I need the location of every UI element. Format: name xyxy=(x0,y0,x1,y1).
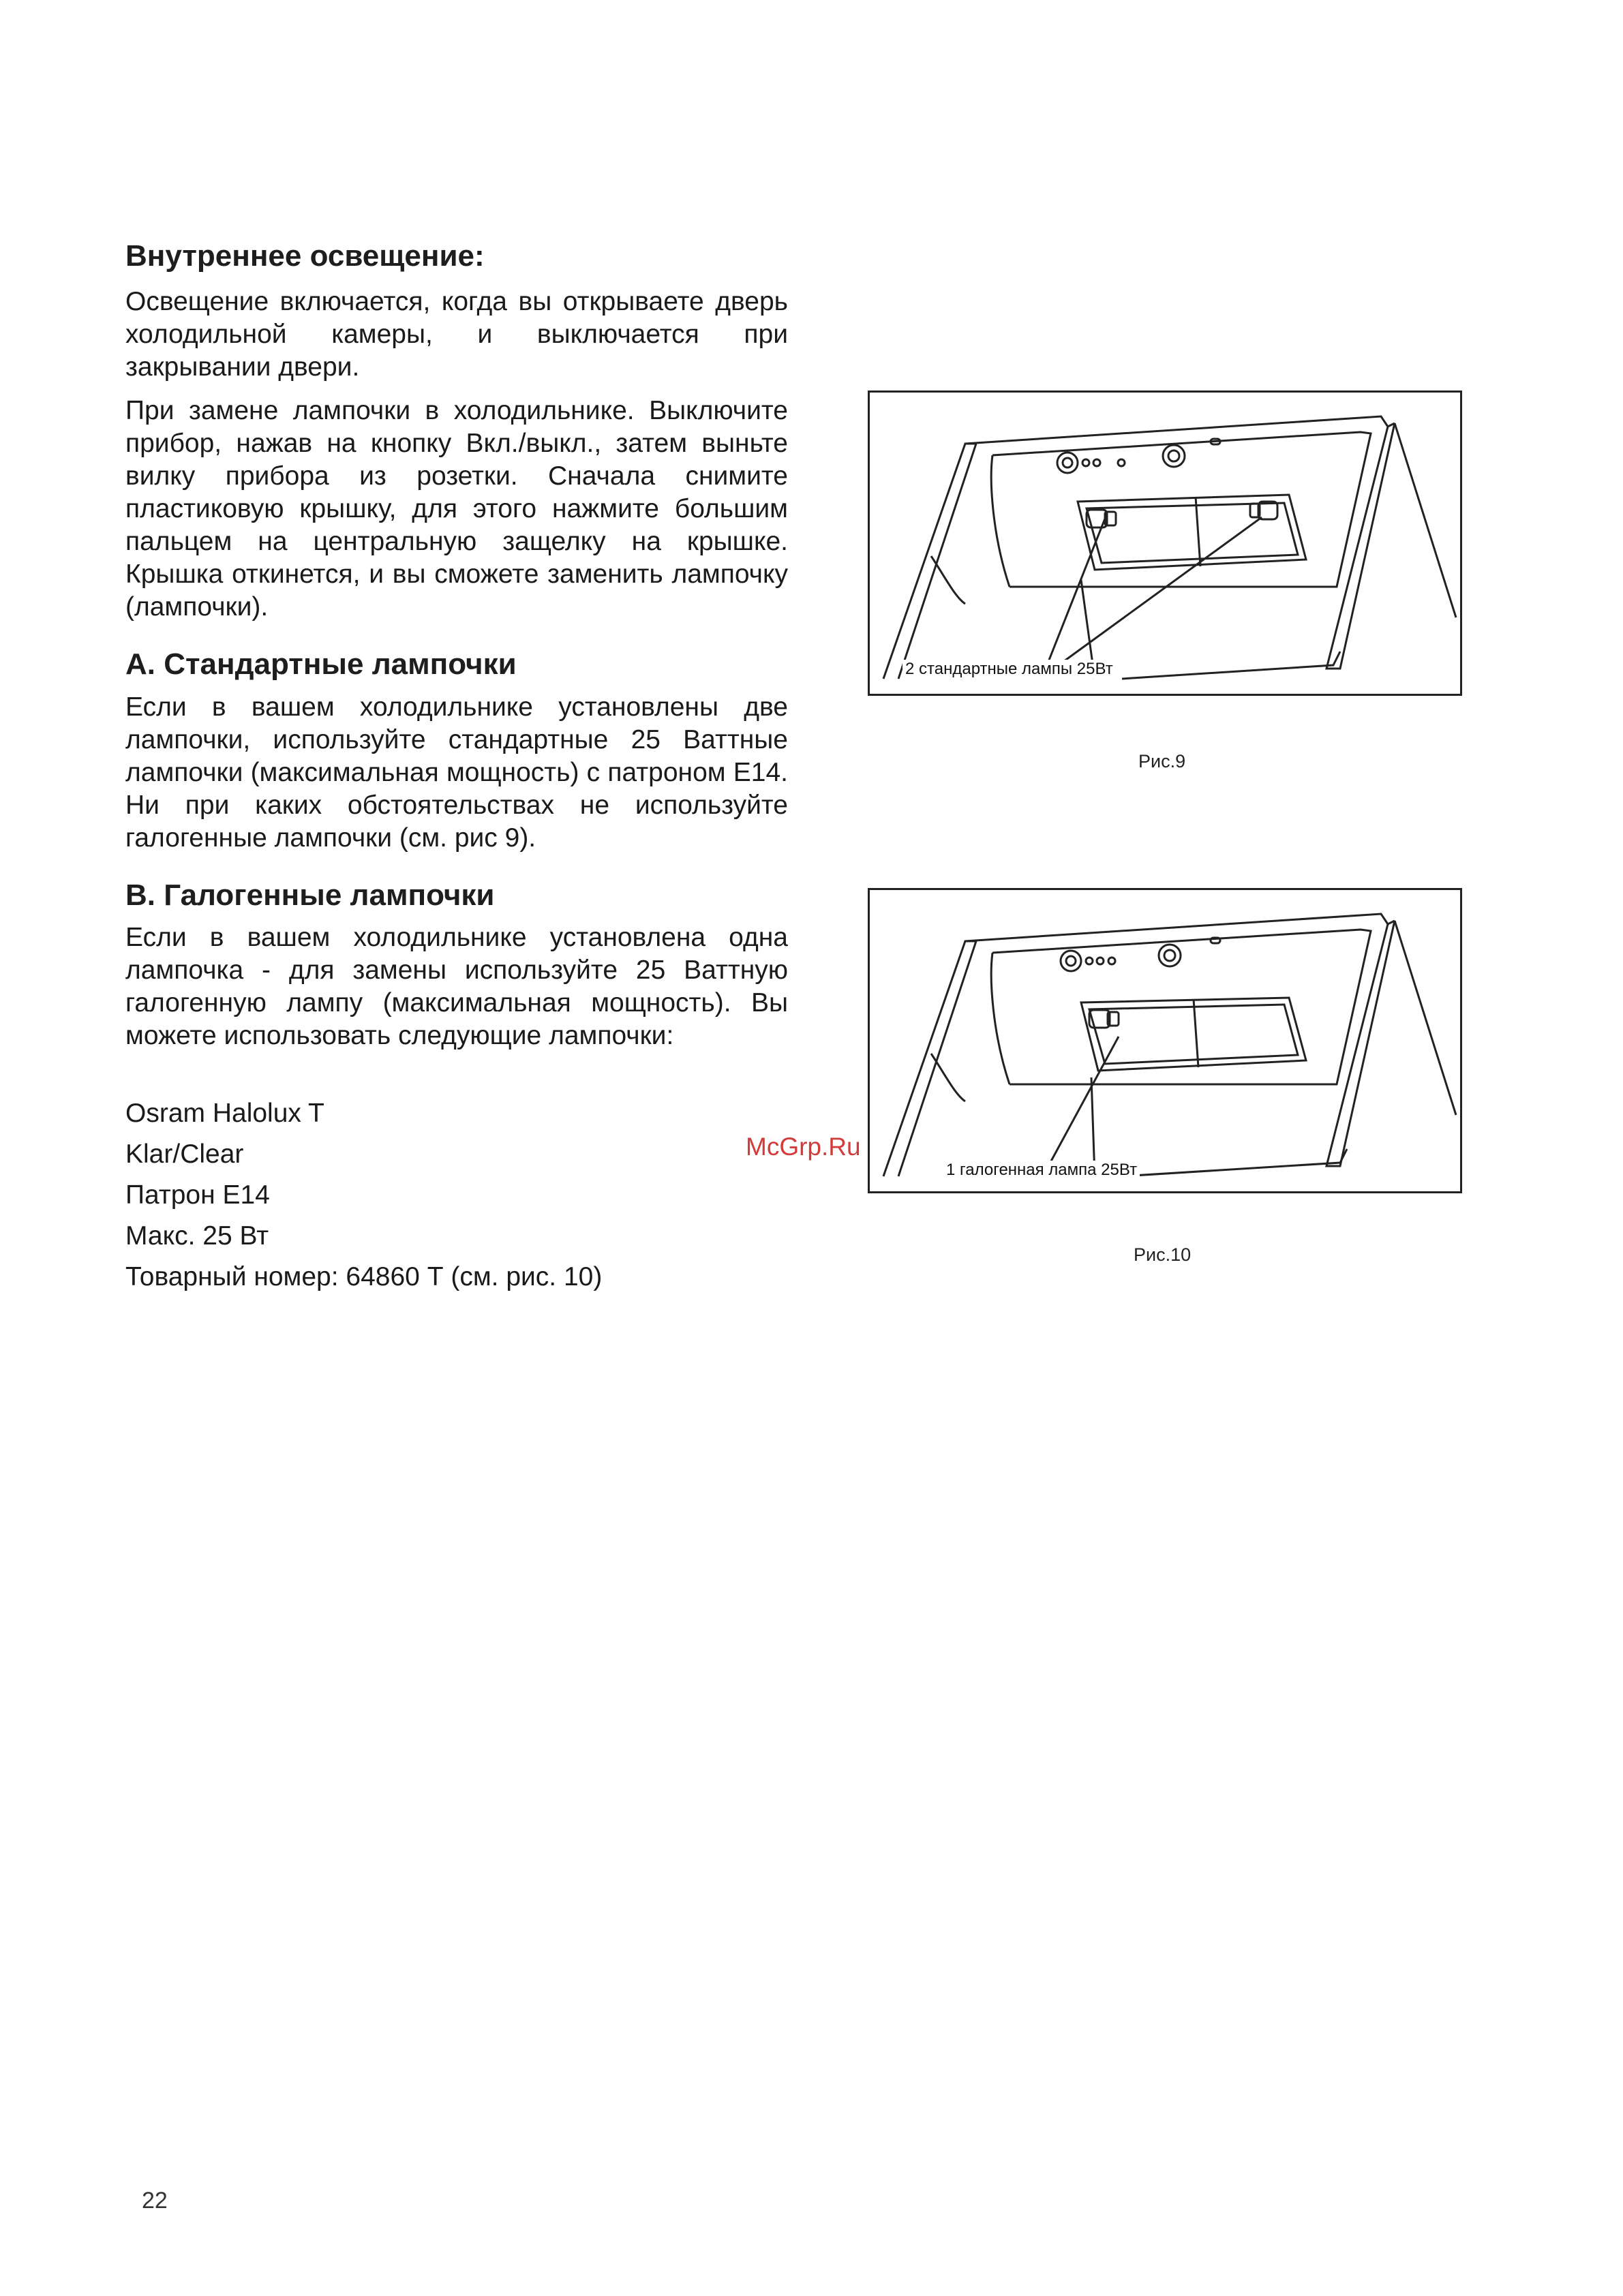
section-paragraph-1: Освещение включается, когда вы открываете дверь холодильной камеры, и выключается при закрывании двери. xyxy=(125,286,788,382)
watermark: McGrp.Ru xyxy=(746,1133,861,1161)
lamp-list-item: Патрон Е14 xyxy=(125,1180,270,1210)
lamp-list-item: Макс. 25 Вт xyxy=(125,1221,269,1251)
text-column xyxy=(125,239,788,1298)
section-paragraph-2: При замене лампочки в холодильнике. Выключите прибор, нажав на кнопку Вкл./выкл., затем выньте вилку прибора из розетки. Сначала снимите пластиковую крышку, для этого нажмите большим пальцем на центральную защелку на крышке. Крышка откинется, и вы сможете заменить лампочку (лампочки). xyxy=(125,395,788,622)
figure-9-number: Рис.9 xyxy=(1138,751,1186,771)
figure-10 xyxy=(868,888,1462,1193)
lamp-list-item: Klar/Clear xyxy=(125,1139,244,1169)
figure-10-caption: 1 галогенная лампа 25Вт xyxy=(943,1161,1140,1180)
section-title: Внутреннее освещение: xyxy=(125,239,485,273)
lamp-list xyxy=(125,1093,788,1298)
figure-9 xyxy=(868,391,1462,696)
subsection-b-title: В. Галогенные лампочки xyxy=(125,878,495,912)
lamp-list-item: Osram Halolux T xyxy=(125,1099,324,1129)
figure-10-number: Рис.10 xyxy=(1134,1244,1192,1265)
subsection-a-title: А. Стандартные лампочки xyxy=(125,647,517,681)
lamp-list-item: Товарный номер: 64860 Т (см. рис. 10) xyxy=(125,1262,603,1292)
subsection-a-text: Если в вашем холодильнике установлены две лампочки, используйте стандартные 25 Ваттные лампочки (максимальная мощность) с патроном Е14. Ни при каких обстоятельствах не используйте галогенные лампочки (см. рис 9). xyxy=(125,692,788,853)
fridge-one-lamp-illustration xyxy=(870,890,1460,1191)
subsection-b-text: Если в вашем холодильнике установлена одна лампочка - для замены используйте 25 Ваттную галогенную лампу (максимальная мощность). Вы можете использовать следующие лампочки: xyxy=(125,923,788,1051)
page-number: 22 xyxy=(142,2188,168,2214)
fridge-two-lamps-illustration xyxy=(870,393,1460,694)
figure-9-caption: 2 стандартные лампы 25Вт xyxy=(902,660,1116,679)
